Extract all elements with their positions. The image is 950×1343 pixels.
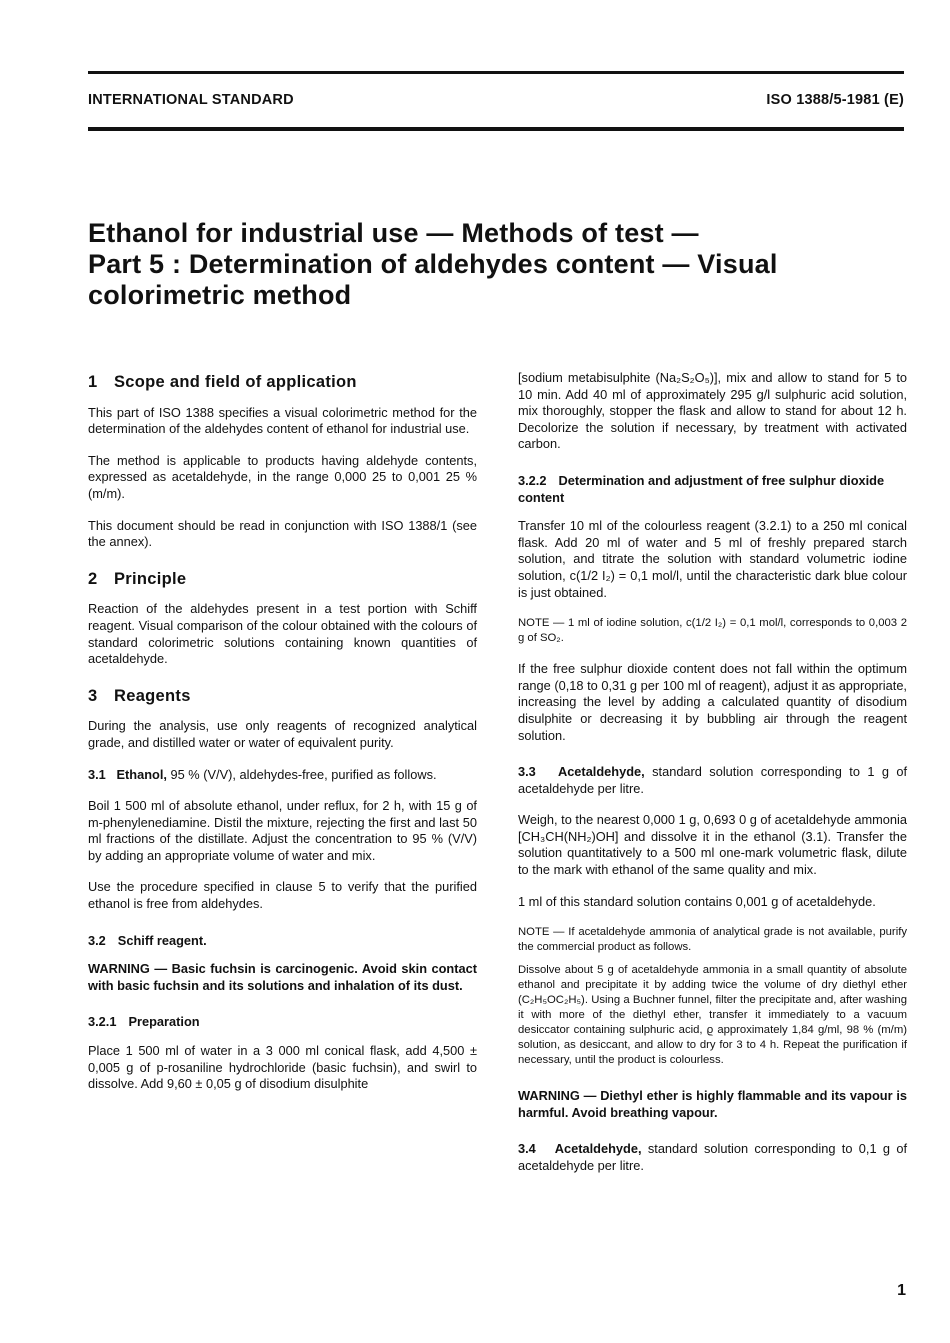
clause-title: Schiff reagent. xyxy=(117,932,207,948)
clause-number: 3.2 xyxy=(88,932,106,948)
header-standard-type: INTERNATIONAL STANDARD xyxy=(88,92,294,108)
clause-3-2-2-paragraph-2: If the free sulphur dioxide content does not fall within the optimum range (0,18 to 0,31 g per 100 ml of reagent), adjust it as appropriate, increasing the level by adding a calculated quantity of disodium disulphite or decreasing it by bubbling air through the reagent solution. xyxy=(518,661,907,743)
section-1-heading xyxy=(88,374,477,391)
clause-number: 3.4 xyxy=(518,1141,536,1157)
header-rule-bottom xyxy=(88,127,904,131)
section-title: Principle xyxy=(114,569,187,588)
clause-number: 3.2.1 xyxy=(88,1014,117,1030)
clause-3-4-paragraph xyxy=(518,1141,907,1174)
page-number: 1 xyxy=(897,1282,906,1299)
document-title xyxy=(88,218,918,311)
clause-title: Preparation xyxy=(128,1014,200,1030)
clause-3-2-warning: WARNING — Basic fuchsin is carcinogenic. Avoid skin contact with basic fuchsin and its solutions and inhalation of its dust. xyxy=(88,961,477,993)
section-title: Scope and field of application xyxy=(114,373,357,391)
clause-number: 3.1 xyxy=(88,766,106,782)
section-1-paragraph-3: This document should be read in conjunction with ISO 1388/1 (see the annex). xyxy=(88,517,477,550)
left-column xyxy=(88,370,477,1108)
clause-3-1-paragraph xyxy=(88,767,477,784)
clause-3-3-note-2: Dissolve about 5 g of acetaldehyde ammonia in a small quantity of absolute ethanol and precipitate it by adding twice the volume of dry diethyl ether (C₂H₅OC₂H₅). Using a Buchner funnel, filter the precipitate and, after washing it with more of the diethyl ether, transfer it immediately to a vacuum desiccator containing sulphuric acid, ϱ approximately 1,84 g/ml, 98 % (m/m) solution, as desiccant, and allow to dry for 3 to 4 h. Repeat the purification if necessary, until the product is colourless. xyxy=(518,964,907,1067)
section-number: 1 xyxy=(88,373,98,391)
section-2-paragraph-1: Reaction of the aldehydes present in a test portion with Schiff reagent. Visual comparison of the colour obtained with the colours of standard colorimetric solutions containing known quantities of acetaldehyde. xyxy=(88,601,477,667)
clause-3-3-note-1: NOTE — If acetaldehyde ammonia of analytical grade is not available, purify the commercial product as follows. xyxy=(518,926,907,954)
clause-3-3-warning: WARNING — Diethyl ether is highly flammable and its vapour is harmful. Avoid breathing vapour. xyxy=(518,1088,907,1120)
clause-3-3-paragraph-3: 1 ml of this standard solution contains 0,001 g of acetaldehyde. xyxy=(518,893,876,909)
header-rule-top xyxy=(88,71,904,74)
clause-number: 3.2.2 xyxy=(518,472,547,488)
right-column xyxy=(518,370,907,1190)
clause-3-2-1-paragraph: Place 1 500 ml of water in a 3 000 ml conical flask, add 4,500 ± 0,005 g of p-rosaniline hydrochloride (basic fuchsin), and swirl to dissolve. Add 9,60 ± 0,05 g of disodium disulphite xyxy=(88,1043,477,1092)
clause-3-1-paragraph-2: Boil 1 500 ml of absolute ethanol, under reflux, for 2 h, with 15 g of m-phenylenediamine. Distil the mixture, rejecting the first and last 50 ml fractions of the distillate. Adjust the concentration to 95 % (V/V) by adding an appropriate volume of water and mix. xyxy=(88,798,477,863)
section-3-paragraph-1: During the analysis, use only reagents of recognized analytical grade, and distilled water or water of equivalent purity. xyxy=(88,718,477,750)
section-3-heading xyxy=(88,688,477,705)
section-2-heading xyxy=(88,571,477,588)
title-line-3: colorimetric method xyxy=(88,280,352,310)
clause-3-1-paragraph-3: Use the procedure specified in clause 5 to verify that the purified ethanol is free from aldehydes. xyxy=(88,879,477,912)
clause-text: standard solution corresponding to 1 g of acetaldehyde per litre. xyxy=(518,764,908,796)
section-number: 3 xyxy=(88,686,98,705)
clause-label: Ethanol, xyxy=(116,766,167,782)
clause-3-2-1-heading xyxy=(88,1014,477,1031)
header-document-number: ISO 1388/5-1981 (E) xyxy=(766,92,904,108)
clause-3-2-heading xyxy=(88,933,477,950)
clause-text: standard solution corresponding to 0,1 g of acetaldehyde per litre. xyxy=(518,1141,908,1174)
section-title: Reagents xyxy=(114,686,191,705)
clause-3-2-2-paragraph-1: Transfer 10 ml of the colourless reagent (3.2.1) to a 250 ml conical flask. Add 20 ml of water and 5 ml of freshly prepared starch solution, and titrate the solution with standard volumetric iodine solution, c(1/2 I₂) = 0,1 mol/l, until the characteristic dark blue colour is just obtained. xyxy=(518,518,907,600)
clause-text: 95 % (V/V), aldehydes-free, purified as follows. xyxy=(170,766,437,782)
clause-title: Determination and adjustment of free sulphur dioxide content xyxy=(518,472,885,505)
section-1-paragraph-2: The method is applicable to products having aldehyde contents, expressed as acetaldehyde, in the range 0,000 25 to 0,001 25 % (m/m). xyxy=(88,452,477,501)
clause-label: Acetaldehyde, xyxy=(554,1141,642,1157)
title-line-1: Ethanol for industrial use — Methods of test — xyxy=(88,218,699,248)
clause-3-2-1-continuation: [sodium metabisulphite (Na₂S₂O₅)], mix and allow to stand for 5 to 10 min. Add 40 ml of approximately 295 g/l sulphuric acid solution, mix thoroughly, stopper the flask and allow to stand for about 12 h. Decolorize the solution if necessary, by treatment with activated carbon. xyxy=(518,370,907,452)
section-number: 2 xyxy=(88,569,98,588)
clause-3-3-paragraph xyxy=(518,764,907,797)
clause-3-3-paragraph-2: Weigh, to the nearest 0,000 1 g, 0,693 0 g of acetaldehyde ammonia [CH₃CH(NH₂)OH] and dissolve it in the ethanol (3.1). Transfer the solution quantitatively to a 500 ml one-mark volumetric flask, dilute to the mark with ethanol of the same quality and mix. xyxy=(518,812,907,878)
clause-number: 3.3 xyxy=(518,764,536,780)
clause-3-2-2-heading xyxy=(518,473,907,506)
clause-label: Acetaldehyde, xyxy=(557,764,645,780)
title-line-2: Part 5 : Determination of aldehydes content — Visual xyxy=(88,249,778,279)
clause-3-2-2-note: NOTE — 1 ml of iodine solution, c(1/2 I₂) = 0,1 mol/l, corresponds to 0,003 2 g of SO₂. xyxy=(518,617,907,645)
section-1-paragraph-1: This part of ISO 1388 specifies a visual colorimetric method for the determination of the aldehydes content of ethanol for industrial use. xyxy=(88,404,477,437)
